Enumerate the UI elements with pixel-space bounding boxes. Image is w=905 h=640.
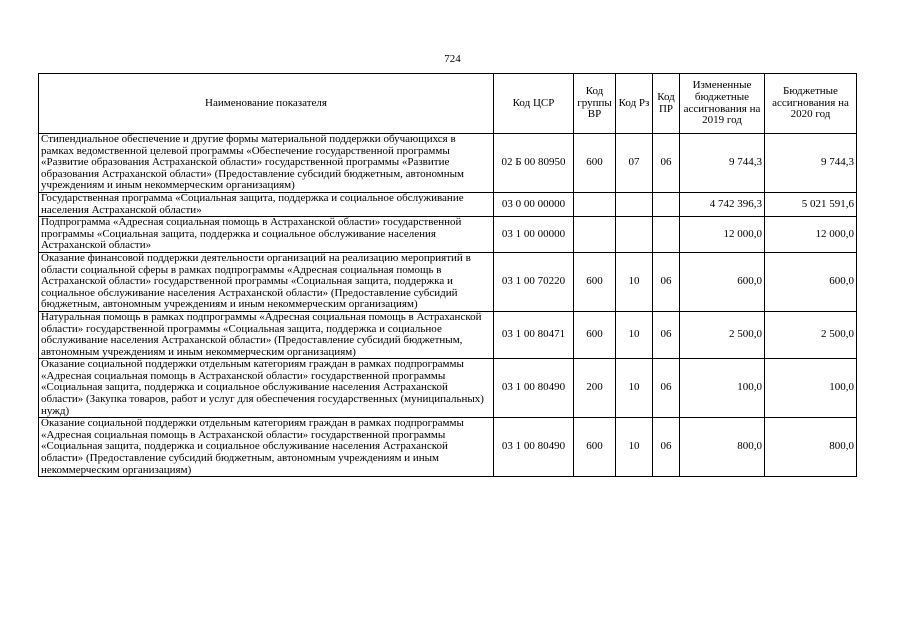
cell-pr: 06 (653, 252, 680, 311)
cell-2019: 600,0 (680, 252, 765, 311)
cell-csr: 03 1 00 70220 (494, 252, 574, 311)
cell-pr: 06 (653, 418, 680, 477)
table-row (39, 418, 857, 477)
cell-name: Натуральная помощь в рамках подпрограммы «Адресная социальная помощь в Астраханской области» государственной программы «Социальная защита, поддержка и социальное обслуживание населения Астраханской области» (Предоставление субсидий бюджетным, автономным учреждениям и иным некоммерческим организациям) (39, 311, 494, 358)
cell-rz: 07 (616, 134, 653, 193)
cell-2020: 5 021 591,6 (765, 192, 857, 216)
cell-rz (616, 217, 653, 253)
table-row (39, 359, 857, 418)
cell-2020: 9 744,3 (765, 134, 857, 193)
header-2020: Бюджетные ассигнования на 2020 год (765, 74, 857, 134)
cell-rz: 10 (616, 359, 653, 418)
cell-vr: 600 (574, 134, 616, 193)
cell-rz (616, 192, 653, 216)
cell-pr (653, 217, 680, 253)
cell-2020: 100,0 (765, 359, 857, 418)
table-header-row (39, 74, 857, 134)
cell-2020: 12 000,0 (765, 217, 857, 253)
cell-pr: 06 (653, 359, 680, 418)
cell-name: Оказание социальной поддержки отдельным категориям граждан в рамках подпрограммы «Адресная социальная помощь в Астраханской области» государственной программы «Социальная защита, поддержка и социальное обслуживание населения Астраханской области» (Закупка товаров, работ и услуг для обеспечения государственных (муниципальных) нужд) (39, 359, 494, 418)
cell-name: Оказание социальной поддержки отдельным категориям граждан в рамках подпрограммы «Адресная социальная помощь в Астраханской области» государственной программы «Социальная защита, поддержка и социальное обслуживание населения Астраханской области» (Предоставление субсидий бюджетным, автономным учреждениям и иным некоммерческим организациям) (39, 418, 494, 477)
table-row (39, 192, 857, 216)
header-name: Наименование показателя (39, 74, 494, 134)
header-csr: Код ЦСР (494, 74, 574, 134)
cell-vr: 600 (574, 252, 616, 311)
table-row (39, 311, 857, 358)
header-vr: Код группы ВР (574, 74, 616, 134)
cell-rz: 10 (616, 252, 653, 311)
cell-name: Оказание финансовой поддержки деятельности организаций на реализацию мероприятий в области социальной сферы в рамках подпрограммы «Адресная социальная помощь в Астраханской области» государственной программы «Социальная защита, поддержка и социальное обслуживание населения Астраханской области» (Предоставление субсидий бюджетным, автономным учреждениям и иным некоммерческим организациям) (39, 252, 494, 311)
header-rz: Код Рз (616, 74, 653, 134)
cell-csr: 02 Б 00 80950 (494, 134, 574, 193)
cell-pr: 06 (653, 311, 680, 358)
cell-csr: 03 1 00 80490 (494, 418, 574, 477)
header-2019: Измененные бюджетные ассигнования на 2019 год (680, 74, 765, 134)
cell-2020: 800,0 (765, 418, 857, 477)
cell-vr: 600 (574, 418, 616, 477)
cell-pr: 06 (653, 134, 680, 193)
cell-2019: 12 000,0 (680, 217, 765, 253)
cell-2019: 100,0 (680, 359, 765, 418)
cell-2019: 4 742 396,3 (680, 192, 765, 216)
cell-2020: 2 500,0 (765, 311, 857, 358)
cell-vr (574, 192, 616, 216)
cell-name: Государственная программа «Социальная защита, поддержка и социальное обслуживание населения Астраханской области» (39, 192, 494, 216)
cell-csr: 03 1 00 00000 (494, 217, 574, 253)
cell-2019: 9 744,3 (680, 134, 765, 193)
cell-pr (653, 192, 680, 216)
cell-csr: 03 0 00 00000 (494, 192, 574, 216)
table-row (39, 252, 857, 311)
cell-2019: 2 500,0 (680, 311, 765, 358)
cell-name: Стипендиальное обеспечение и другие формы материальной поддержки обучающихся в рамках ведомственной целевой программы «Обеспечение государственной программы «Развитие образования Астраханской области» государственной программы «Развитие образования Астраханской области» (Предоставление субсидий бюджетным, автономным учреждениям и иным некоммерческим организациям) (39, 134, 494, 193)
cell-rz: 10 (616, 418, 653, 477)
page-number: 724 (444, 53, 461, 65)
cell-vr (574, 217, 616, 253)
cell-rz: 10 (616, 311, 653, 358)
table-row (39, 134, 857, 193)
cell-2019: 800,0 (680, 418, 765, 477)
cell-vr: 200 (574, 359, 616, 418)
budget-table (38, 73, 857, 477)
header-pr: Код ПР (653, 74, 680, 134)
table-row (39, 217, 857, 253)
cell-csr: 03 1 00 80471 (494, 311, 574, 358)
cell-vr: 600 (574, 311, 616, 358)
cell-2020: 600,0 (765, 252, 857, 311)
cell-name: Подпрограмма «Адресная социальная помощь в Астраханской области» государственной программы «Социальная защита, поддержка и социальное обслуживание населения Астраханской области» (39, 217, 494, 253)
cell-csr: 03 1 00 80490 (494, 359, 574, 418)
